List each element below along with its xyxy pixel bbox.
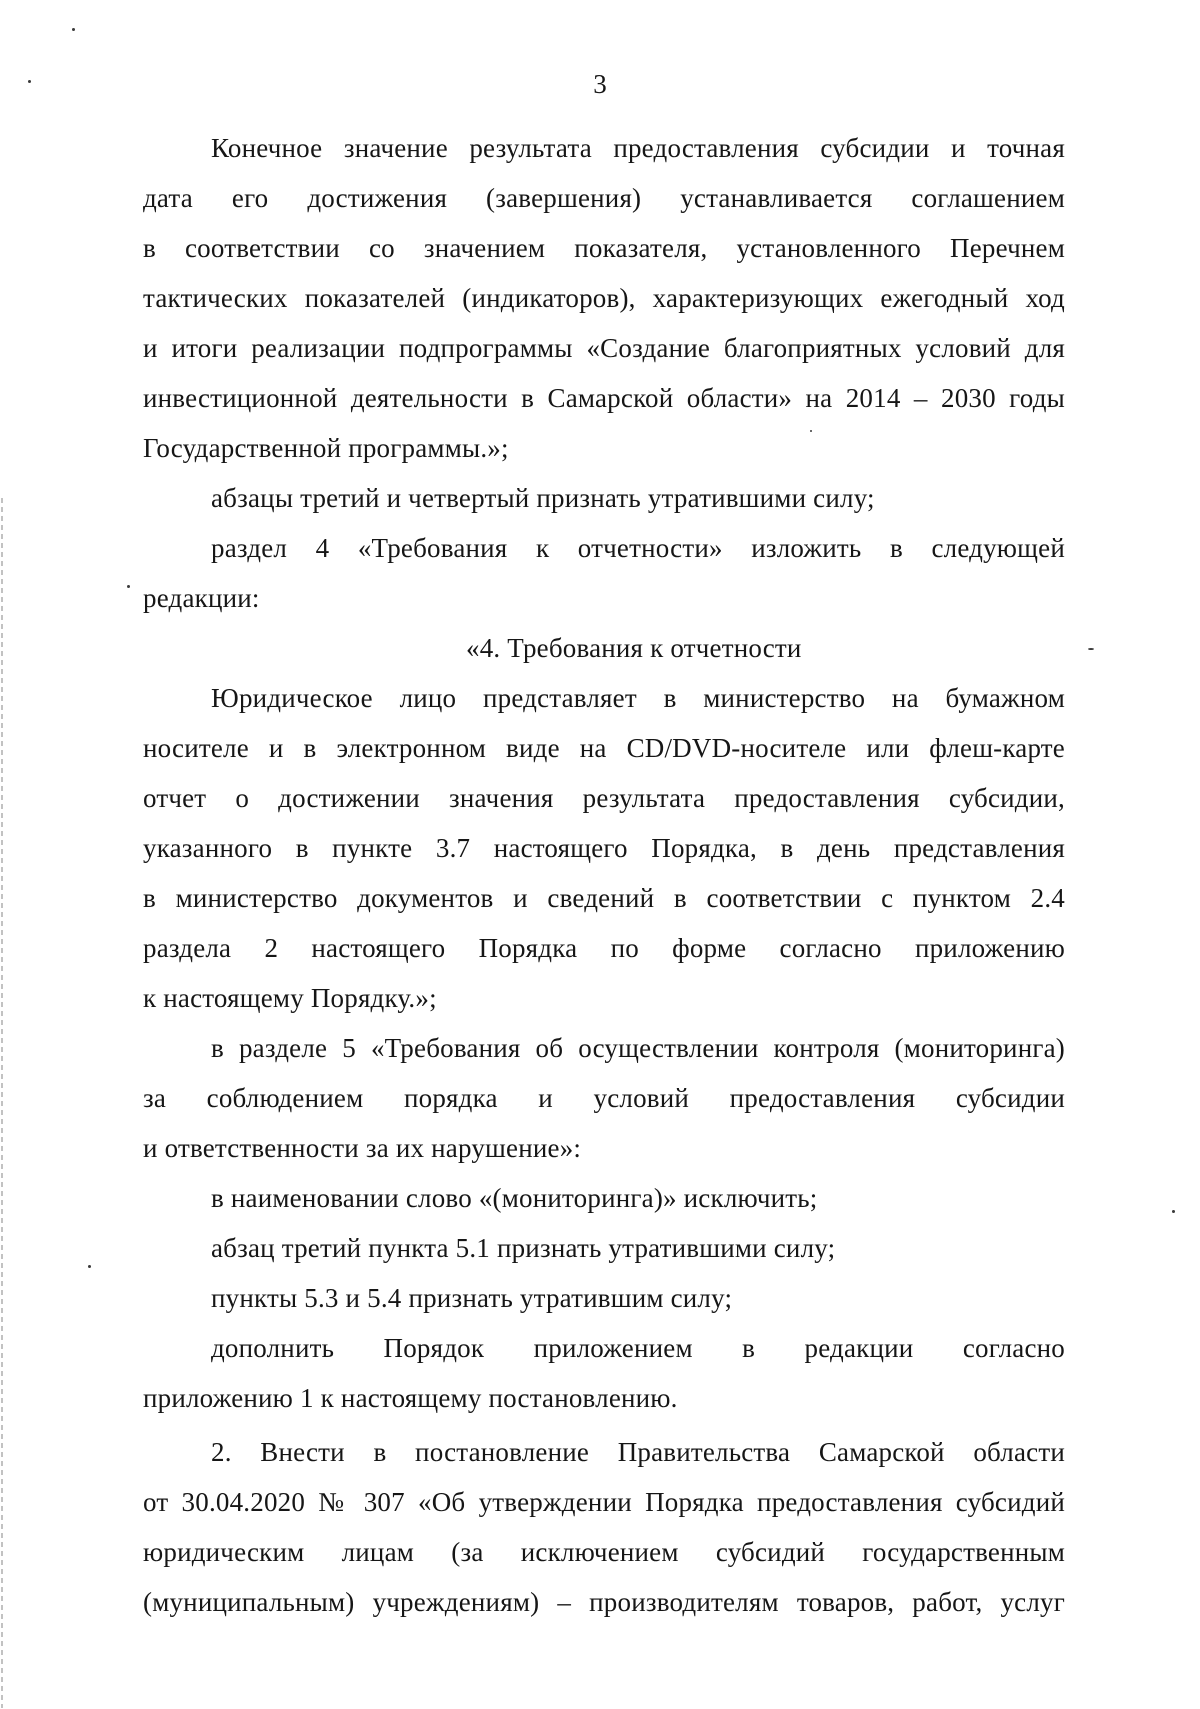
paragraph-line: в соответствии со значением показателя, установленного Перечнем — [143, 233, 1065, 263]
paragraph-line: носителе и в электронном виде на CD/DVD-носителе или флеш-карте — [143, 733, 1065, 763]
paragraph-line: Государственной программы.»; — [143, 433, 509, 463]
paragraph-line: за соблюдением порядка и условий предоставления субсидии — [143, 1083, 1065, 1113]
scan-speck — [1088, 648, 1094, 650]
paragraph-line: 2. Внести в постановление Правительства Самарской области — [211, 1437, 1065, 1467]
paragraph-line: в наименовании слово «(мониторинга)» исключить; — [211, 1183, 818, 1213]
paragraph-line: к настоящему Порядку.»; — [143, 983, 437, 1013]
scan-edge-artifact — [1, 498, 3, 1708]
paragraph-line: раздела 2 настоящего Порядка по форме согласно приложению — [143, 933, 1065, 963]
paragraph-line: отчет о достижении значения результата предоставления субсидии, — [143, 783, 1065, 813]
paragraph-line: в разделе 5 «Требования об осуществлении контроля (мониторинга) — [211, 1033, 1065, 1063]
page-number: 3 — [593, 69, 607, 99]
scan-speck — [1172, 1210, 1175, 1213]
paragraph-line: раздел 4 «Требования к отчетности» изложить в следующей — [211, 533, 1065, 563]
paragraph-line: абзац третий пункта 5.1 признать утратившими силу; — [211, 1233, 836, 1263]
paragraph-line: абзацы третий и четвертый признать утратившими силу; — [211, 483, 875, 513]
paragraph-line: юридическим лицам (за исключением субсидий государственным — [143, 1537, 1065, 1567]
section-heading: «4. Требования к отчетности — [466, 633, 802, 663]
paragraph-line: в министерство документов и сведений в соответствии с пунктом 2.4 — [143, 883, 1065, 913]
paragraph-line: инвестиционной деятельности в Самарской области» на 2014 – 2030 годы — [143, 383, 1065, 413]
scan-speck — [88, 1265, 91, 1268]
scan-speck — [127, 585, 130, 588]
paragraph-line: приложению 1 к настоящему постановлению. — [143, 1383, 678, 1413]
paragraph-line: Юридическое лицо представляет в министерство на бумажном — [211, 683, 1065, 713]
paragraph-line: и ответственности за их нарушение»: — [143, 1133, 582, 1163]
paragraph-line: дата его достижения (завершения) устанавливается соглашением — [143, 183, 1065, 213]
scan-speck — [72, 28, 75, 31]
paragraph-line: и итоги реализации подпрограммы «Создание благоприятных условий для — [143, 333, 1065, 363]
paragraph-line: дополнить Порядок приложением в редакции согласно — [211, 1333, 1065, 1363]
paragraph-line: от 30.04.2020 № 307 «Об утверждении Порядка предоставления субсидий — [143, 1487, 1065, 1517]
paragraph-line: редакции: — [143, 583, 260, 613]
paragraph-line: указанного в пункте 3.7 настоящего Порядка, в день представления — [143, 833, 1065, 863]
paragraph-line: Конечное значение результата предоставления субсидии и точная — [211, 133, 1065, 163]
paragraph-line: (муниципальным) учреждениям) – производителям товаров, работ, услуг — [143, 1587, 1065, 1617]
paragraph-line: пункты 5.3 и 5.4 признать утратившим силу; — [211, 1283, 733, 1313]
paragraph-line: тактических показателей (индикаторов), характеризующих ежегодный ход — [143, 283, 1065, 313]
document-body — [143, 123, 1065, 1627]
